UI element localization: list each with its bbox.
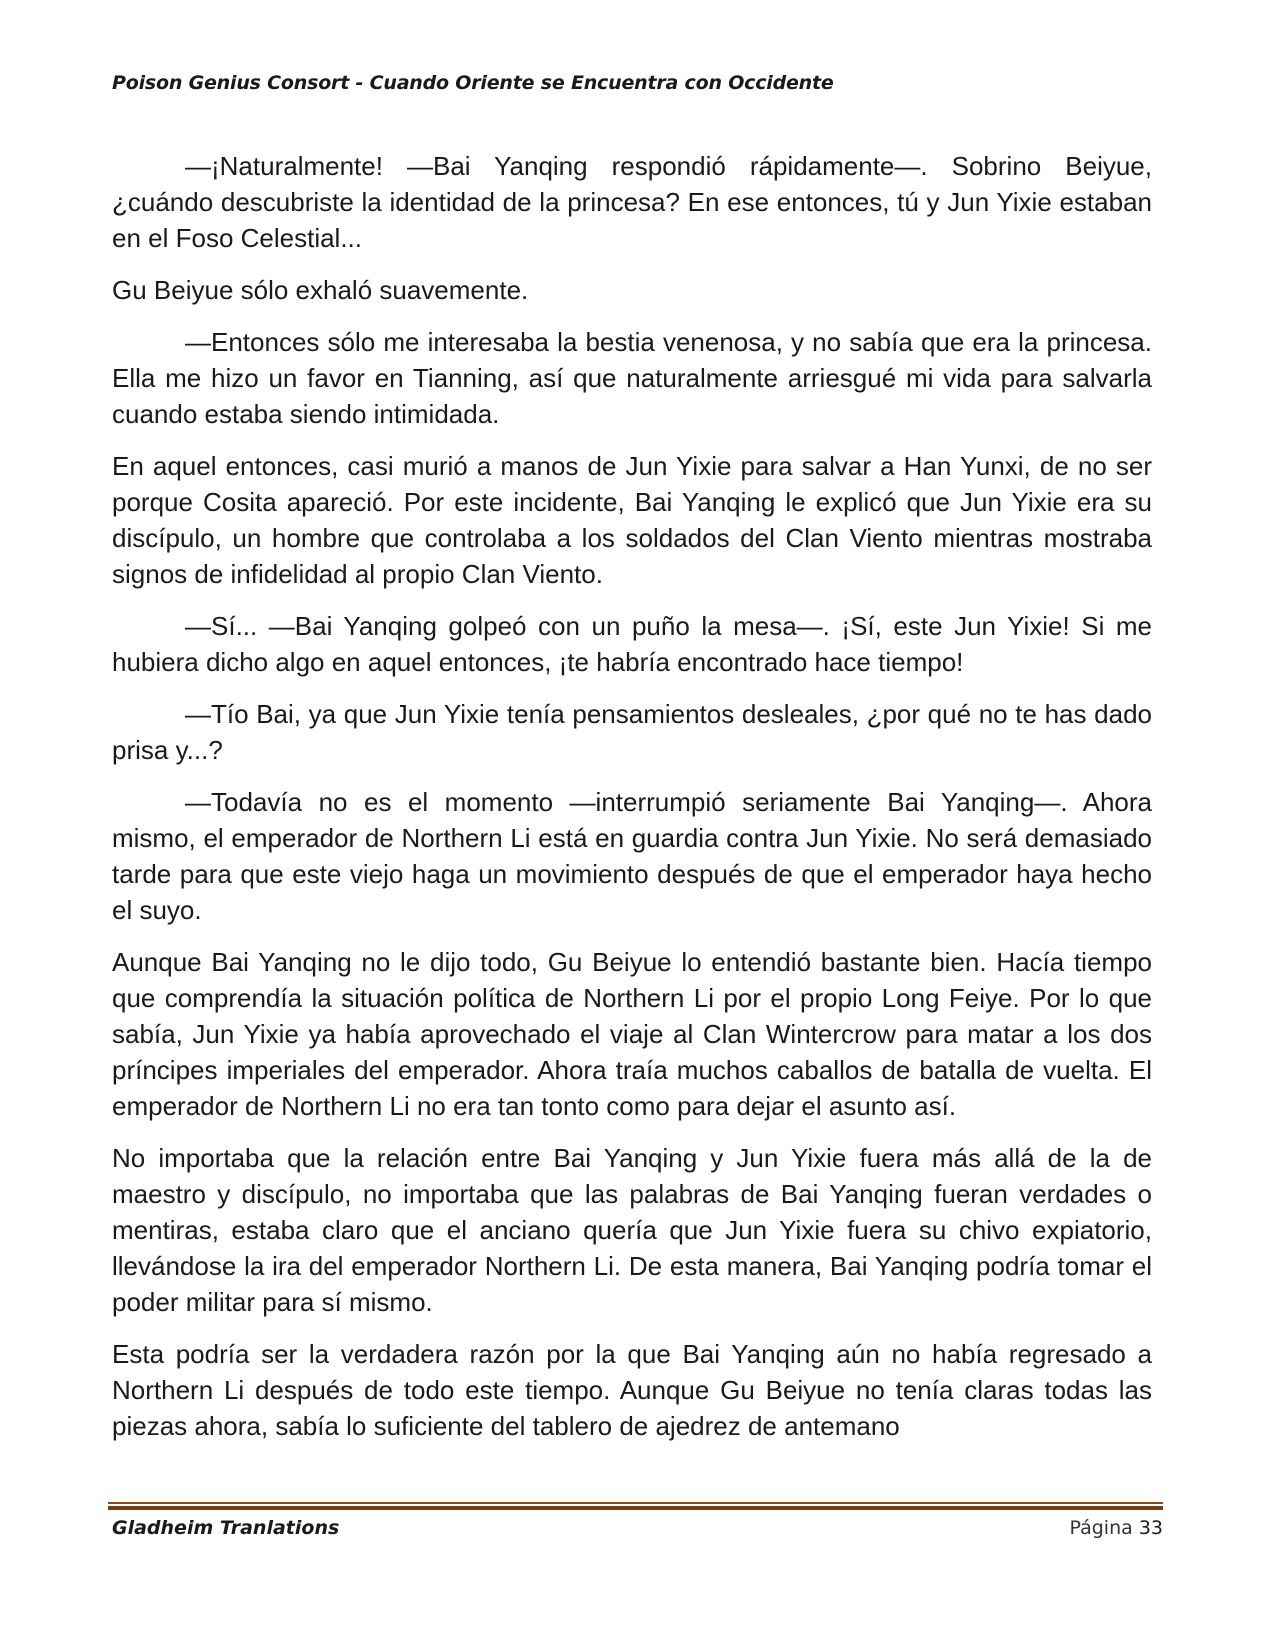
- paragraph: Gu Beiyue sólo exhaló suavemente.: [112, 275, 529, 305]
- paragraph: —Sí... —Bai Yanqing golpeó con un puño la mesa—. ¡Sí, este Jun Yixie! Si me hubiera dicho algo en aquel entonces, ¡te habría encontrado hace tiempo!: [112, 611, 1152, 677]
- paragraph: Esta podría ser la verdadera razón por la que Bai Yanqing aún no había regresado a Northern Li después de todo este tiempo. Aunque Gu Beiyue no tenía claras todas las piezas ahora, sabía lo suficiente del tablero de ajedrez de antemano: [112, 1339, 1152, 1441]
- paragraph: En aquel entonces, casi murió a manos de Jun Yixie para salvar a Han Yunxi, de no ser porque Cosita apareció. Por este incidente, Bai Yanqing le explicó que Jun Yixie era su discípulo, un hombre que controlaba a los soldados del Clan Viento mientras mostraba signos de infidelidad al propio Clan Viento.: [112, 451, 1152, 589]
- body-text: [112, 148, 1152, 1460]
- footer-divider: [108, 1502, 1163, 1512]
- running-header: Poison Genius Consort - Cuando Oriente se Encuentra con Occidente: [112, 72, 834, 94]
- paragraph: —Todavía no es el momento —interrumpió seriamente Bai Yanqing—. Ahora mismo, el emperador de Northern Li está en guardia contra Jun Yixie. No será demasiado tarde para que este viejo haga un movimiento después de que el emperador haya hecho el suyo.: [112, 787, 1152, 925]
- page-label: Página: [1069, 1517, 1133, 1539]
- footer-divider-thin-line: [108, 1502, 1163, 1504]
- page-number: 33: [1138, 1517, 1163, 1539]
- page-number-label: [1069, 1517, 1163, 1539]
- paragraph: Aunque Bai Yanqing no le dijo todo, Gu Beiyue lo entendió bastante bien. Hacía tiempo que comprendía la situación política de Northern Li por el propio Long Feiye. Por lo que sabía, Jun Yixie ya había aprovechado el viaje al Clan Wintercrow para matar a los dos príncipes imperiales del emperador. Ahora traía muchos caballos de batalla de vuelta. El emperador de Northern Li no era tan tonto como para dejar el asunto así.: [112, 947, 1152, 1121]
- paragraph: —¡Naturalmente! —Bai Yanqing respondió rápidamente—. Sobrino Beiyue, ¿cuándo descubriste la identidad de la princesa? En ese entonces, tú y Jun Yixie estaban en el Foso Celestial...: [112, 151, 1152, 253]
- footer-divider-thick-line: [108, 1506, 1163, 1510]
- paragraph: No importaba que la relación entre Bai Yanqing y Jun Yixie fuera más allá de la de maestro y discípulo, no importaba que las palabras de Bai Yanqing fueran verdades o mentiras, estaba claro que el anciano quería que Jun Yixie fuera su chivo expiatorio, llevándose la ira del emperador Northern Li. De esta manera, Bai Yanqing podría tomar el poder militar para sí mismo.: [112, 1143, 1152, 1317]
- paragraph: —Tío Bai, ya que Jun Yixie tenía pensamientos desleales, ¿por qué no te has dado prisa y...?: [112, 699, 1152, 765]
- footer-credit: Gladheim Tranlations: [112, 1517, 340, 1539]
- paragraph: —Entonces sólo me interesaba la bestia venenosa, y no sabía que era la princesa. Ella me hizo un favor en Tianning, así que naturalmente arriesgué mi vida para salvarla cuando estaba siendo intimidada.: [112, 327, 1152, 429]
